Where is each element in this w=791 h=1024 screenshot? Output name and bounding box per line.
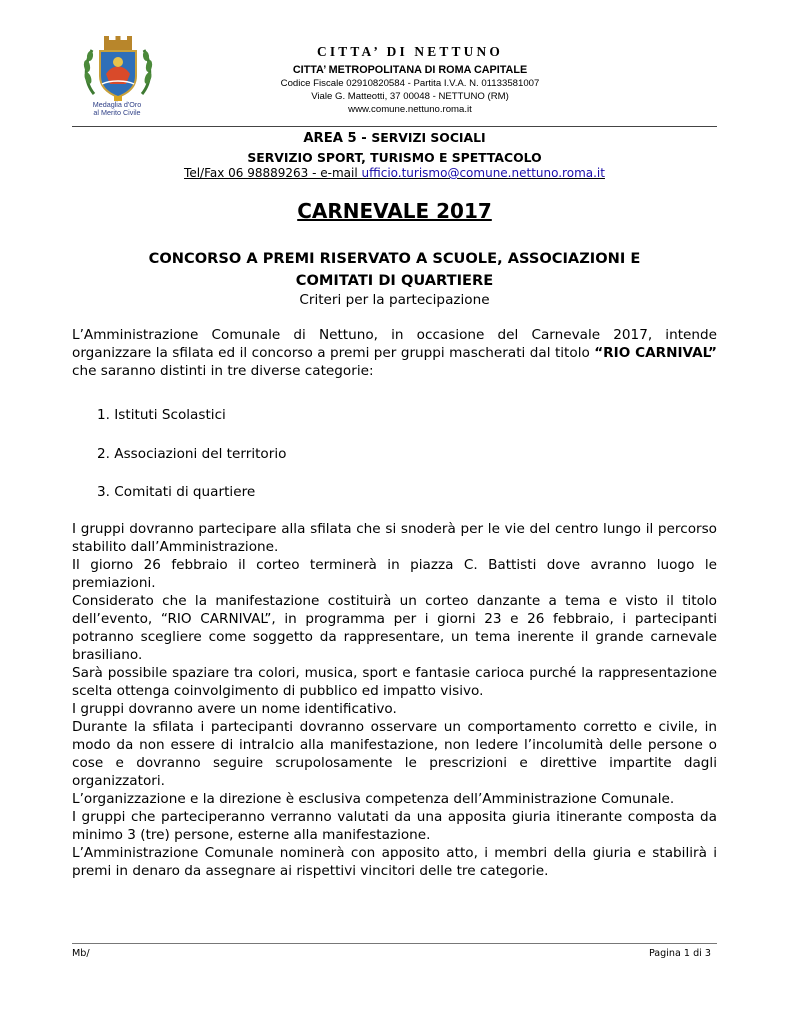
subtitle-line2: COMITATI DI QUARTIERE (295, 272, 494, 289)
rules-body (72, 520, 717, 880)
body-paragraph: Considerato che la manifestazione costituirà un corteo danzante a tema e visto il titolo dell’evento, “RIO CARNIVAL”, in programma per i giorni 23 e 26 febbraio, i partecipanti potranno scegliere come soggetto da rappresentare, un tema inerente il grande carnevale brasiliano. (72, 593, 717, 663)
category-item: 2. Associazioni del territorio (97, 446, 287, 462)
contact-line (72, 166, 717, 180)
body-paragraph: Il giorno 26 febbraio il corteo terminerà in piazza C. Battisti dove avranno luogo le premiazioni. (72, 557, 717, 591)
body-paragraph: I gruppi che parteciperanno verranno valutati da una apposita giuria itinerante composta da minimo 3 (tre) persone, esterne alla manifestazione. (72, 809, 717, 843)
body-paragraph: Durante la sfilata i partecipanti dovranno osservare un comportamento corretto e civile, in modo da non essere di intralcio alla manifestazione, non ledere l’incolumità delle persone o cose e dovranno seguire scrupolosamente le prescrizioni e direttive impartite dagli organizzatori. (72, 719, 717, 789)
body-paragraph: L’organizzazione e la direzione è esclusiva competenza dell’Amministrazione Comunale. (72, 791, 675, 807)
footer-initials: Mb/ (72, 948, 90, 959)
website: www.comune.nettuno.roma.it (348, 104, 472, 115)
email-link[interactable]: ufficio.turismo@comune.nettuno.roma.it (361, 166, 605, 180)
page-title: CARNEVALE 2017 (297, 199, 492, 223)
intro-text-after: che saranno distinti in tre diverse categorie: (72, 363, 374, 379)
crest-caption-line1: Medaglia d'Oro (92, 100, 142, 109)
subtitle-line1: CONCORSO A PREMI RISERVATO A SCUOLE, ASSOCIAZIONI E (148, 250, 641, 267)
crest-caption-line2: al Merito Civile (93, 108, 141, 117)
area-label: AREA 5 - (303, 131, 372, 146)
metropolitan-city: CITTA’ METROPOLITANA DI ROMA CAPITALE (292, 64, 528, 76)
intro-text-before: L’Amministrazione Comunale di Nettuno, in occasione del Carnevale 2017, intende organizzare la sfilata ed il concorso a premi per gruppi mascherati dal titolo (72, 327, 717, 361)
telfax-text: Tel/Fax 06 98889263 - e-mail (184, 166, 362, 180)
criteria-caption: Criteri per la partecipazione (299, 292, 490, 308)
body-paragraph: Sarà possibile spaziare tra colori, musica, sport e fantasie carioca purché la rappresentazione scelta ottenga coinvolgimento di pubblico ed impatto visivo. (72, 665, 717, 699)
event-title-bold: “RIO CARNIVAL” (594, 345, 717, 361)
area-heading (72, 130, 717, 146)
city-name: CITTA’ DI NETTUNO (316, 44, 504, 59)
page-number: Pagina 1 di 3 (648, 948, 711, 959)
body-paragraph: I gruppi dovranno avere un nome identificativo. (72, 701, 397, 717)
service-heading: SERVIZIO SPORT, TURISMO E SPETTACOLO (247, 150, 542, 165)
intro-paragraph (72, 326, 717, 380)
body-paragraph: I gruppi dovranno partecipare alla sfilata che si snoderà per le vie del centro lungo il percorso stabilito dall’Amministrazione. (72, 521, 717, 555)
address: Viale G. Matteotti, 37 00048 - NETTUNO (RM) (311, 91, 509, 102)
fiscal-code: Codice Fiscale 02910820584 - Partita I.V.A. N. 01133581007 (280, 78, 540, 89)
footer-divider (72, 943, 717, 944)
crest-caption (78, 101, 156, 117)
category-item: 3. Comitati di quartiere (97, 484, 256, 500)
area-name: SERVIZI SOCIALI (371, 130, 486, 145)
body-paragraph: L’Amministrazione Comunale nominerà con apposito atto, i membri della giuria e stabilirà i premi in denaro da assegnare ai rispettivi vincitori delle tre categorie. (72, 845, 717, 879)
header-divider (72, 126, 717, 127)
category-item: 1. Istituti Scolastici (97, 407, 226, 423)
